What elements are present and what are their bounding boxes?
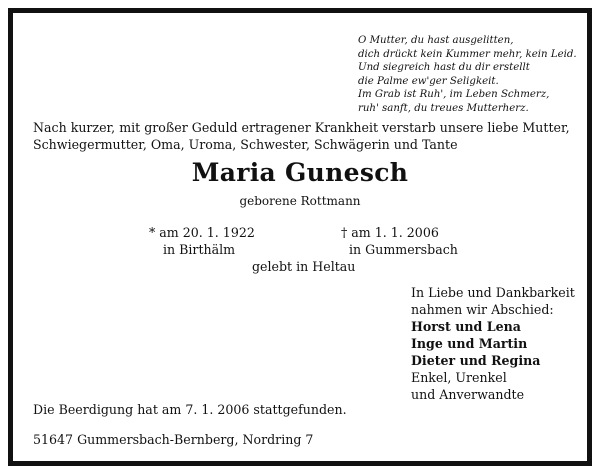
poem-line: Und siegreich hast du dir erstellt	[358, 62, 530, 73]
birth-date: * am 20. 1. 1922	[149, 225, 255, 240]
poem-line: Im Grab ist Ruh', im Leben Schmerz,	[358, 89, 550, 100]
obituary-frame	[8, 8, 592, 466]
address: 51647 Gummersbach-Bernberg, Nordring 7	[33, 432, 314, 447]
mourners-line-2: nahmen wir Abschied:	[411, 302, 554, 317]
death-place: in Gummersbach	[349, 242, 458, 257]
mourner-name: Dieter und Regina	[411, 353, 541, 368]
poem-line: ruh' sanft, du treues Mutterherz.	[358, 102, 529, 114]
mourners-block	[411, 284, 581, 403]
mourners-line-1: In Liebe und Dankbarkeit	[411, 285, 575, 300]
lived-place: gelebt in Heltau	[252, 259, 356, 274]
burial-notice: Die Beerdigung hat am 7. 1. 2006 stattgefunden.	[33, 402, 347, 417]
intro-line-2: Schwiegermutter, Oma, Uroma, Schwester, Schwägerin und Tante	[33, 137, 458, 152]
death-date: † am 1. 1. 2006	[341, 225, 439, 240]
intro-line-1: Nach kurzer, mit großer Geduld ertragener Krankheit verstarb unsere liebe Mutter,	[33, 120, 570, 135]
intro-text	[33, 119, 573, 153]
birth-place: in Birthälm	[163, 242, 236, 257]
poem-line: die Palme ew'ger Seligkeit.	[358, 75, 499, 87]
birth-name: geborene Rottmann	[239, 194, 361, 208]
poem-line: dich drückt kein Kummer mehr, kein Leid.	[358, 48, 577, 60]
poem	[358, 34, 583, 115]
mourners-line-4: und Anverwandte	[411, 387, 525, 402]
mourner-name: Horst und Lena	[411, 319, 521, 334]
deceased-name: Maria Gunesch	[191, 158, 409, 187]
mourners-line-3: Enkel, Urenkel	[411, 370, 507, 385]
poem-line: O Mutter, du hast ausgelitten,	[358, 35, 514, 46]
mourner-name: Inge und Martin	[411, 336, 528, 351]
